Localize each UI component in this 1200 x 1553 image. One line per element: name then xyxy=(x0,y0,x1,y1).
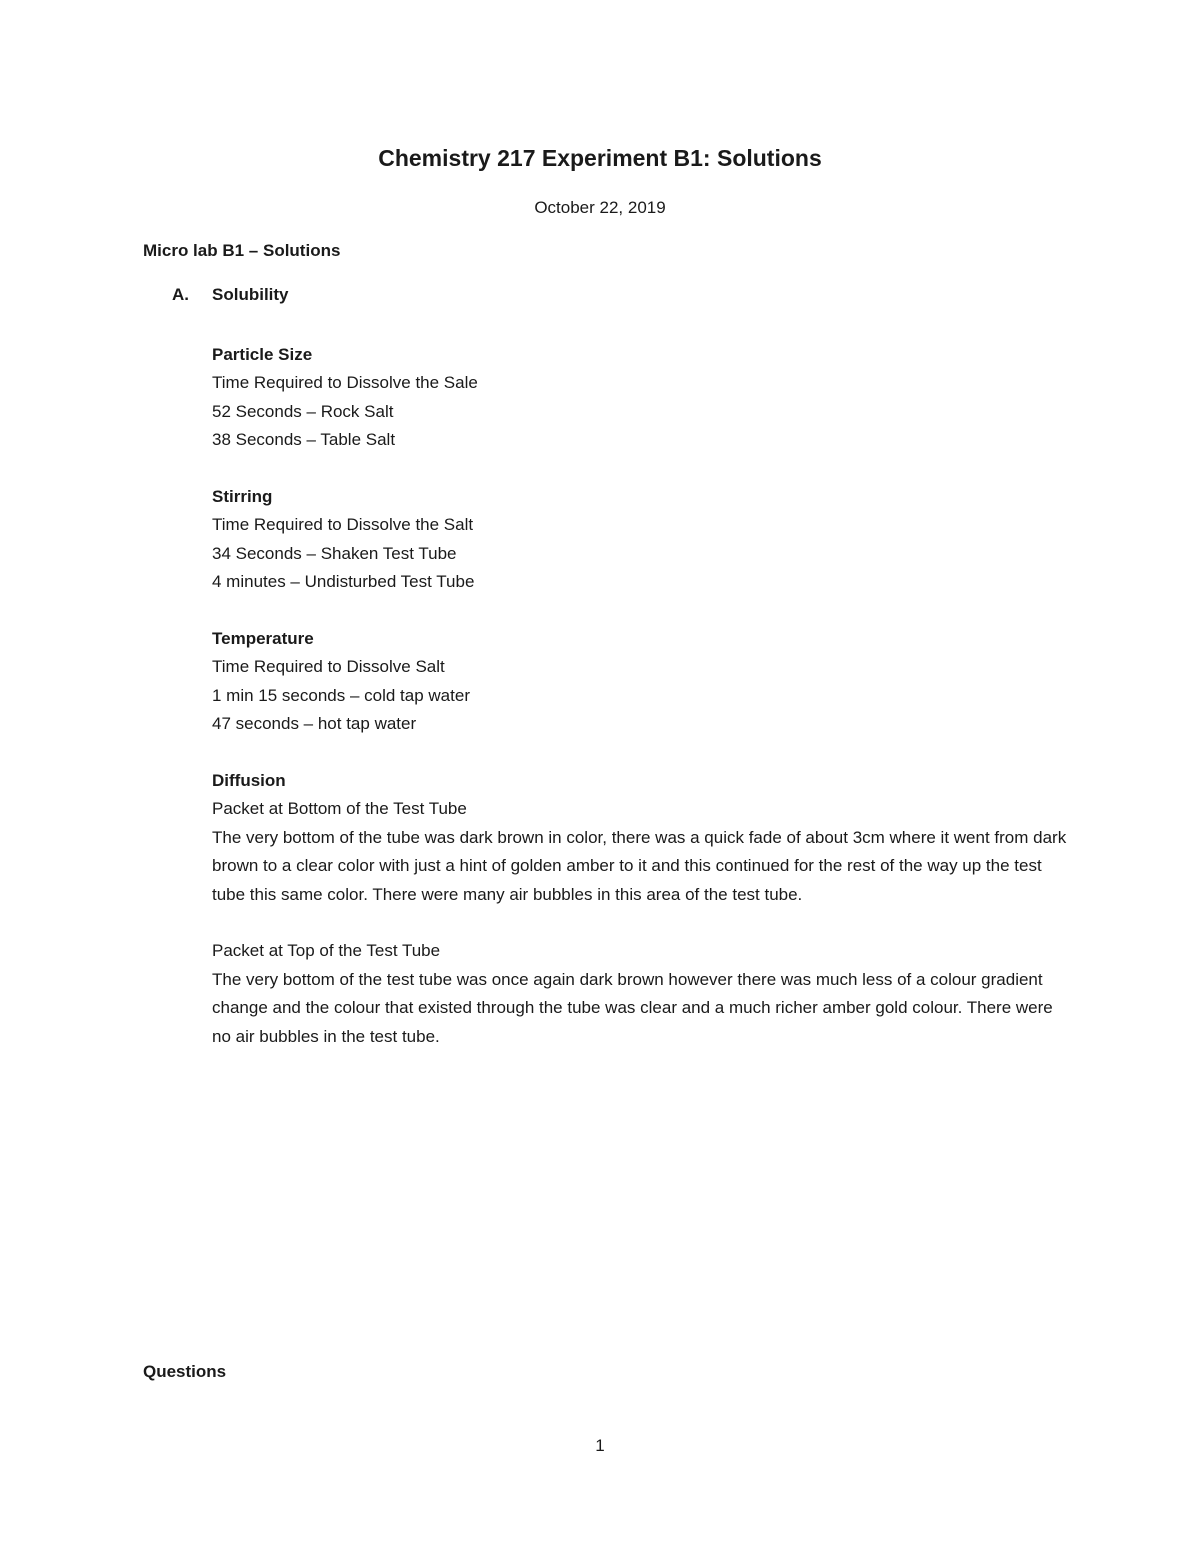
list-marker: A. xyxy=(172,285,189,304)
document-date: October 22, 2019 xyxy=(534,198,666,217)
list-item: 1 min 15 seconds – cold tap water xyxy=(212,685,470,705)
paragraph-label: Packet at Bottom of the Test Tube xyxy=(212,799,467,819)
paragraph-label: Packet at Top of the Test Tube xyxy=(212,941,441,961)
list-item: 4 minutes – Undisturbed Test Tube xyxy=(212,572,475,592)
diffusion-section xyxy=(212,767,1072,909)
list-item: Time Required to Dissolve Salt xyxy=(212,657,445,677)
list-item: 47 seconds – hot tap water xyxy=(212,714,417,734)
list-item-title: Solubility xyxy=(212,285,289,304)
questions-heading: Questions xyxy=(143,1362,227,1381)
subsection-heading: Diffusion xyxy=(212,771,286,791)
list-item: Time Required to Dissolve the Sale xyxy=(212,373,478,393)
particle-size-section xyxy=(212,341,1072,455)
stirring-section xyxy=(212,483,1072,597)
list-item: Time Required to Dissolve the Salt xyxy=(212,515,474,535)
paragraph: The very bottom of the tube was dark brown in color, there was a quick fade of about 3cm where it went from dark brown to a clear color with just a hint of golden amber to it and this continued for the rest of the way up the test tube this same color. There were many air bubbles in this area of the test tube. xyxy=(212,827,1067,904)
temperature-section xyxy=(212,625,1072,739)
paragraph: The very bottom of the test tube was once again dark brown however there was much less of a colour gradient change and the colour that existed through the tube was clear and a much richer amber gold colour. There were no air bubbles in the test tube. xyxy=(212,969,1053,1046)
page-number: 1 xyxy=(595,1436,605,1455)
solubility-content xyxy=(212,341,1072,1079)
subsection-heading: Temperature xyxy=(212,629,314,649)
list-item: 52 Seconds – Rock Salt xyxy=(212,401,394,421)
diffusion-top-section xyxy=(212,937,1072,1051)
subsection-heading: Particle Size xyxy=(212,345,313,364)
section-heading: Micro lab B1 – Solutions xyxy=(143,241,341,260)
subsection-heading: Stirring xyxy=(212,487,273,507)
list-item: 38 Seconds – Table Salt xyxy=(212,430,396,450)
document-title: Chemistry 217 Experiment B1: Solutions xyxy=(378,145,822,171)
list-item: 34 Seconds – Shaken Test Tube xyxy=(212,543,457,563)
